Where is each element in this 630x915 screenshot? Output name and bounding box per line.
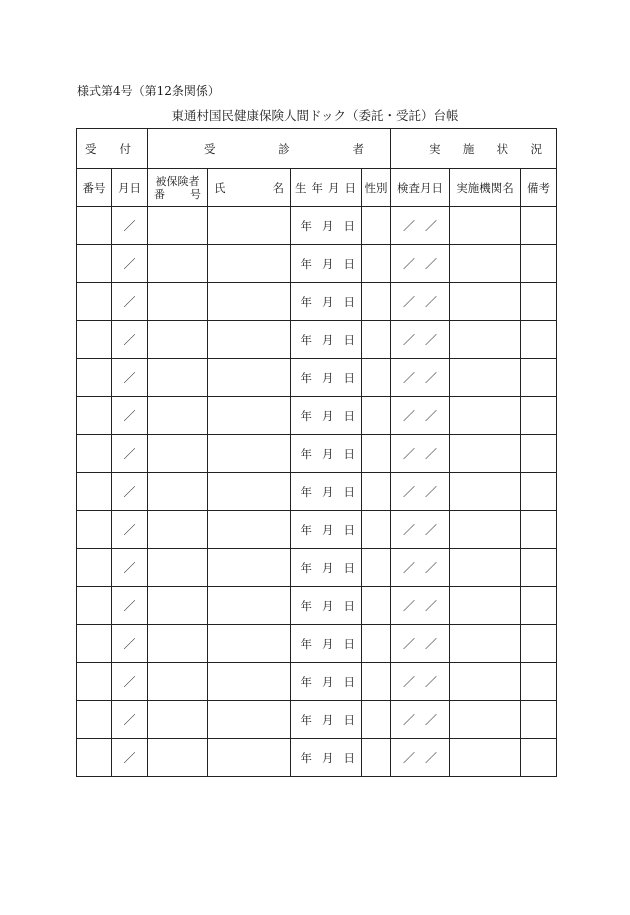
cell-exam-date[interactable] xyxy=(391,245,450,283)
date-slash: ／ xyxy=(425,523,438,537)
col-header-name-char: 名 xyxy=(272,180,284,195)
cell-exam-date[interactable] xyxy=(391,359,450,397)
birth-year-unit: 年 xyxy=(300,750,312,765)
cell-month-day[interactable] xyxy=(112,587,148,625)
date-slash: ／ xyxy=(425,637,438,651)
cell-sex[interactable] xyxy=(362,283,391,321)
date-slash: ／ xyxy=(402,713,415,727)
col-header-number: 番号 xyxy=(77,169,112,207)
cell-exam-date[interactable] xyxy=(391,739,450,777)
col-header-sex: 性別 xyxy=(362,169,391,207)
cell-insured-number[interactable] xyxy=(148,245,208,283)
date-slash: ／ xyxy=(402,333,415,347)
birth-month-unit: 月 xyxy=(322,636,334,651)
cell-remarks[interactable] xyxy=(521,207,557,245)
date-slash: ／ xyxy=(402,447,415,461)
cell-number[interactable] xyxy=(77,625,112,663)
cell-remarks[interactable] xyxy=(521,397,557,435)
cell-birth-date[interactable] xyxy=(291,435,362,473)
table-row xyxy=(77,245,557,283)
cell-birth-date[interactable] xyxy=(291,473,362,511)
cell-sex[interactable] xyxy=(362,549,391,587)
date-slash: ／ xyxy=(402,257,415,271)
group-header-status xyxy=(391,129,557,169)
cell-name[interactable] xyxy=(208,739,291,777)
date-slash: ／ xyxy=(402,599,415,613)
cell-month-day[interactable] xyxy=(112,511,148,549)
cell-month-day[interactable] xyxy=(112,207,148,245)
cell-exam-date[interactable] xyxy=(391,321,450,359)
cell-insured-number[interactable] xyxy=(148,435,208,473)
cell-birth-date[interactable] xyxy=(291,625,362,663)
cell-remarks[interactable] xyxy=(521,283,557,321)
date-slash: ／ xyxy=(123,713,136,727)
date-slash: ／ xyxy=(402,675,415,689)
col-header-institution: 実施機関名 xyxy=(450,169,521,207)
date-slash: ／ xyxy=(123,257,136,271)
birth-month-unit: 月 xyxy=(322,522,334,537)
date-slash: ／ xyxy=(425,333,438,347)
birth-year-unit: 年 xyxy=(300,332,312,347)
birth-year-unit: 年 xyxy=(300,560,312,575)
date-slash: ／ xyxy=(123,447,136,461)
cell-sex[interactable] xyxy=(362,207,391,245)
cell-remarks[interactable] xyxy=(521,473,557,511)
cell-institution[interactable] xyxy=(450,321,521,359)
table-row xyxy=(77,321,557,359)
birth-day-unit: 日 xyxy=(343,522,355,537)
cell-number[interactable] xyxy=(77,435,112,473)
cell-remarks[interactable] xyxy=(521,663,557,701)
cell-sex[interactable] xyxy=(362,739,391,777)
ledger-table xyxy=(76,128,557,777)
cell-birth-date[interactable] xyxy=(291,283,362,321)
cell-institution[interactable] xyxy=(450,207,521,245)
cell-month-day[interactable] xyxy=(112,739,148,777)
birth-day-unit: 日 xyxy=(343,370,355,385)
cell-name[interactable] xyxy=(208,321,291,359)
date-slash: ／ xyxy=(425,295,438,309)
table-row xyxy=(77,435,557,473)
cell-institution[interactable] xyxy=(450,283,521,321)
date-slash: ／ xyxy=(123,295,136,309)
cell-remarks[interactable] xyxy=(521,739,557,777)
cell-month-day[interactable] xyxy=(112,549,148,587)
col-header-birth-char: 日 xyxy=(344,180,356,195)
col-header-birth-char: 年 xyxy=(311,180,323,195)
cell-birth-date[interactable] xyxy=(291,701,362,739)
birth-day-unit: 日 xyxy=(343,674,355,689)
cell-sex[interactable] xyxy=(362,359,391,397)
cell-remarks[interactable] xyxy=(521,587,557,625)
cell-remarks[interactable] xyxy=(521,359,557,397)
cell-exam-date[interactable] xyxy=(391,625,450,663)
cell-number[interactable] xyxy=(77,701,112,739)
col-header-insured-char: 番 xyxy=(154,188,165,201)
birth-day-unit: 日 xyxy=(343,598,355,613)
cell-number[interactable] xyxy=(77,549,112,587)
cell-name[interactable] xyxy=(208,207,291,245)
cell-name[interactable] xyxy=(208,587,291,625)
date-slash: ／ xyxy=(425,371,438,385)
group-header-status-char: 状 xyxy=(496,141,509,156)
birth-month-unit: 月 xyxy=(322,712,334,727)
cell-exam-date[interactable] xyxy=(391,511,450,549)
group-header-reception-char: 付 xyxy=(119,141,131,156)
date-slash: ／ xyxy=(425,599,438,613)
group-header-status-char: 施 xyxy=(462,141,475,156)
cell-month-day[interactable] xyxy=(112,359,148,397)
birth-day-unit: 日 xyxy=(343,484,355,499)
table-row xyxy=(77,663,557,701)
table-row xyxy=(77,207,557,245)
cell-remarks[interactable] xyxy=(521,549,557,587)
cell-number[interactable] xyxy=(77,511,112,549)
birth-year-unit: 年 xyxy=(300,218,312,233)
table-row xyxy=(77,283,557,321)
cell-institution[interactable] xyxy=(450,663,521,701)
cell-institution[interactable] xyxy=(450,359,521,397)
birth-year-unit: 年 xyxy=(300,598,312,613)
cell-sex[interactable] xyxy=(362,625,391,663)
date-slash: ／ xyxy=(425,257,438,271)
date-slash: ／ xyxy=(425,675,438,689)
cell-remarks[interactable] xyxy=(521,321,557,359)
cell-exam-date[interactable] xyxy=(391,283,450,321)
cell-number[interactable] xyxy=(77,473,112,511)
cell-birth-date[interactable] xyxy=(291,587,362,625)
birth-year-unit: 年 xyxy=(300,294,312,309)
table-row xyxy=(77,359,557,397)
cell-month-day[interactable] xyxy=(112,701,148,739)
table-row xyxy=(77,625,557,663)
birth-year-unit: 年 xyxy=(300,636,312,651)
cell-name[interactable] xyxy=(208,701,291,739)
cell-insured-number[interactable] xyxy=(148,473,208,511)
date-slash: ／ xyxy=(123,485,136,499)
cell-month-day[interactable] xyxy=(112,245,148,283)
group-header-examinee-char: 診 xyxy=(278,141,290,156)
birth-year-unit: 年 xyxy=(300,522,312,537)
cell-remarks[interactable] xyxy=(521,625,557,663)
cell-birth-date[interactable] xyxy=(291,739,362,777)
birth-day-unit: 日 xyxy=(343,712,355,727)
birth-day-unit: 日 xyxy=(343,294,355,309)
cell-sex[interactable] xyxy=(362,587,391,625)
cell-month-day[interactable] xyxy=(112,283,148,321)
birth-month-unit: 月 xyxy=(322,218,334,233)
birth-month-unit: 月 xyxy=(322,598,334,613)
cell-institution[interactable] xyxy=(450,549,521,587)
date-slash: ／ xyxy=(402,485,415,499)
cell-exam-date[interactable] xyxy=(391,397,450,435)
cell-insured-number[interactable] xyxy=(148,359,208,397)
birth-month-unit: 月 xyxy=(322,484,334,499)
birth-month-unit: 月 xyxy=(322,750,334,765)
date-slash: ／ xyxy=(402,371,415,385)
group-header-examinee xyxy=(148,129,391,169)
cell-exam-date[interactable] xyxy=(391,435,450,473)
cell-remarks[interactable] xyxy=(521,701,557,739)
date-slash: ／ xyxy=(123,637,136,651)
cell-name[interactable] xyxy=(208,549,291,587)
cell-remarks[interactable] xyxy=(521,245,557,283)
birth-year-unit: 年 xyxy=(300,484,312,499)
cell-exam-date[interactable] xyxy=(391,663,450,701)
cell-number[interactable] xyxy=(77,283,112,321)
cell-institution[interactable] xyxy=(450,245,521,283)
cell-number[interactable] xyxy=(77,739,112,777)
birth-month-unit: 月 xyxy=(322,560,334,575)
cell-name[interactable] xyxy=(208,359,291,397)
cell-insured-number[interactable] xyxy=(148,283,208,321)
cell-month-day[interactable] xyxy=(112,625,148,663)
col-header-remarks: 備考 xyxy=(521,169,557,207)
cell-sex[interactable] xyxy=(362,435,391,473)
cell-exam-date[interactable] xyxy=(391,701,450,739)
cell-insured-number[interactable] xyxy=(148,549,208,587)
birth-month-unit: 月 xyxy=(322,408,334,423)
date-slash: ／ xyxy=(402,637,415,651)
cell-month-day[interactable] xyxy=(112,663,148,701)
cell-sex[interactable] xyxy=(362,397,391,435)
date-slash: ／ xyxy=(425,561,438,575)
birth-year-unit: 年 xyxy=(300,674,312,689)
col-header-insured-char: 号 xyxy=(190,188,201,201)
cell-insured-number[interactable] xyxy=(148,207,208,245)
birth-year-unit: 年 xyxy=(300,446,312,461)
entry-rows xyxy=(77,207,557,777)
birth-year-unit: 年 xyxy=(300,408,312,423)
form-number: 様式第4号（第12条関係） xyxy=(77,84,220,98)
group-header-examinee-char: 者 xyxy=(352,141,364,156)
cell-birth-date[interactable] xyxy=(291,511,362,549)
cell-insured-number[interactable] xyxy=(148,739,208,777)
date-slash: ／ xyxy=(123,409,136,423)
cell-sex[interactable] xyxy=(362,245,391,283)
date-slash: ／ xyxy=(123,561,136,575)
date-slash: ／ xyxy=(123,523,136,537)
cell-number[interactable] xyxy=(77,321,112,359)
birth-year-unit: 年 xyxy=(300,370,312,385)
date-slash: ／ xyxy=(425,485,438,499)
cell-number[interactable] xyxy=(77,587,112,625)
group-header-row xyxy=(77,129,557,169)
table-row xyxy=(77,397,557,435)
cell-name[interactable] xyxy=(208,283,291,321)
cell-birth-date[interactable] xyxy=(291,207,362,245)
cell-institution[interactable] xyxy=(450,739,521,777)
date-slash: ／ xyxy=(425,447,438,461)
cell-name[interactable] xyxy=(208,435,291,473)
cell-sex[interactable] xyxy=(362,511,391,549)
cell-birth-date[interactable] xyxy=(291,359,362,397)
cell-birth-date[interactable] xyxy=(291,245,362,283)
cell-number[interactable] xyxy=(77,207,112,245)
date-slash: ／ xyxy=(123,751,136,765)
birth-day-unit: 日 xyxy=(343,446,355,461)
table-row xyxy=(77,511,557,549)
col-header-name xyxy=(208,169,291,207)
group-header-examinee-char: 受 xyxy=(204,141,216,156)
date-slash: ／ xyxy=(123,219,136,233)
date-slash: ／ xyxy=(425,713,438,727)
date-slash: ／ xyxy=(425,751,438,765)
cell-exam-date[interactable] xyxy=(391,473,450,511)
date-slash: ／ xyxy=(123,333,136,347)
cell-name[interactable] xyxy=(208,663,291,701)
date-slash: ／ xyxy=(425,219,438,233)
birth-day-unit: 日 xyxy=(343,256,355,271)
cell-institution[interactable] xyxy=(450,701,521,739)
table-row xyxy=(77,473,557,511)
cell-sex[interactable] xyxy=(362,701,391,739)
date-slash: ／ xyxy=(123,675,136,689)
cell-insured-number[interactable] xyxy=(148,321,208,359)
cell-remarks[interactable] xyxy=(521,511,557,549)
birth-month-unit: 月 xyxy=(322,674,334,689)
birth-month-unit: 月 xyxy=(322,370,334,385)
column-header-row xyxy=(77,169,557,207)
cell-exam-date[interactable] xyxy=(391,207,450,245)
date-slash: ／ xyxy=(402,219,415,233)
birth-day-unit: 日 xyxy=(343,408,355,423)
cell-insured-number[interactable] xyxy=(148,511,208,549)
cell-institution[interactable] xyxy=(450,397,521,435)
birth-month-unit: 月 xyxy=(322,256,334,271)
cell-insured-number[interactable] xyxy=(148,587,208,625)
group-header-status-char: 況 xyxy=(530,141,542,156)
date-slash: ／ xyxy=(402,523,415,537)
date-slash: ／ xyxy=(402,561,415,575)
cell-name[interactable] xyxy=(208,397,291,435)
cell-number[interactable] xyxy=(77,359,112,397)
cell-number[interactable] xyxy=(77,245,112,283)
birth-day-unit: 日 xyxy=(343,750,355,765)
birth-day-unit: 日 xyxy=(343,332,355,347)
birth-month-unit: 月 xyxy=(322,446,334,461)
cell-number[interactable] xyxy=(77,663,112,701)
col-header-birth xyxy=(291,169,362,207)
col-header-name-char: 氏 xyxy=(214,180,226,195)
group-header-reception-char: 受 xyxy=(85,141,97,156)
cell-sex[interactable] xyxy=(362,321,391,359)
cell-month-day[interactable] xyxy=(112,397,148,435)
group-header-reception xyxy=(77,129,148,169)
birth-year-unit: 年 xyxy=(300,712,312,727)
table-row xyxy=(77,739,557,777)
date-slash: ／ xyxy=(425,409,438,423)
cell-institution[interactable] xyxy=(450,511,521,549)
cell-insured-number[interactable] xyxy=(148,397,208,435)
cell-birth-date[interactable] xyxy=(291,549,362,587)
document-title: 東通村国民健康保険人間ドック（委託・受託）台帳 xyxy=(171,108,459,123)
cell-name[interactable] xyxy=(208,511,291,549)
cell-birth-date[interactable] xyxy=(291,663,362,701)
date-slash: ／ xyxy=(402,409,415,423)
cell-insured-number[interactable] xyxy=(148,625,208,663)
date-slash: ／ xyxy=(123,599,136,613)
cell-remarks[interactable] xyxy=(521,435,557,473)
birth-day-unit: 日 xyxy=(343,218,355,233)
cell-sex[interactable] xyxy=(362,663,391,701)
cell-name[interactable] xyxy=(208,473,291,511)
cell-number[interactable] xyxy=(77,397,112,435)
table-row xyxy=(77,587,557,625)
col-header-insured-number xyxy=(148,169,208,207)
cell-name[interactable] xyxy=(208,245,291,283)
date-slash: ／ xyxy=(402,295,415,309)
cell-birth-date[interactable] xyxy=(291,321,362,359)
birth-day-unit: 日 xyxy=(343,636,355,651)
cell-name[interactable] xyxy=(208,625,291,663)
cell-month-day[interactable] xyxy=(112,435,148,473)
cell-institution[interactable] xyxy=(450,473,521,511)
cell-institution[interactable] xyxy=(450,435,521,473)
cell-month-day[interactable] xyxy=(112,473,148,511)
cell-month-day[interactable] xyxy=(112,321,148,359)
cell-insured-number[interactable] xyxy=(148,663,208,701)
birth-month-unit: 月 xyxy=(322,294,334,309)
table-row xyxy=(77,549,557,587)
birth-year-unit: 年 xyxy=(300,256,312,271)
cell-sex[interactable] xyxy=(362,473,391,511)
table-row xyxy=(77,701,557,739)
cell-institution[interactable] xyxy=(450,625,521,663)
date-slash: ／ xyxy=(123,371,136,385)
cell-exam-date[interactable] xyxy=(391,587,450,625)
date-slash: ／ xyxy=(402,751,415,765)
cell-insured-number[interactable] xyxy=(148,701,208,739)
birth-month-unit: 月 xyxy=(322,332,334,347)
col-header-birth-char: 生 xyxy=(295,180,307,195)
birth-day-unit: 日 xyxy=(343,560,355,575)
cell-institution[interactable] xyxy=(450,587,521,625)
col-header-insured-line1: 被保険者 xyxy=(155,175,200,188)
col-header-birth-char: 月 xyxy=(328,180,340,195)
cell-exam-date[interactable] xyxy=(391,549,450,587)
group-header-status-char: 実 xyxy=(429,141,441,156)
col-header-exam-date: 検査月日 xyxy=(391,169,450,207)
col-header-month-day: 月日 xyxy=(112,169,148,207)
cell-birth-date[interactable] xyxy=(291,397,362,435)
